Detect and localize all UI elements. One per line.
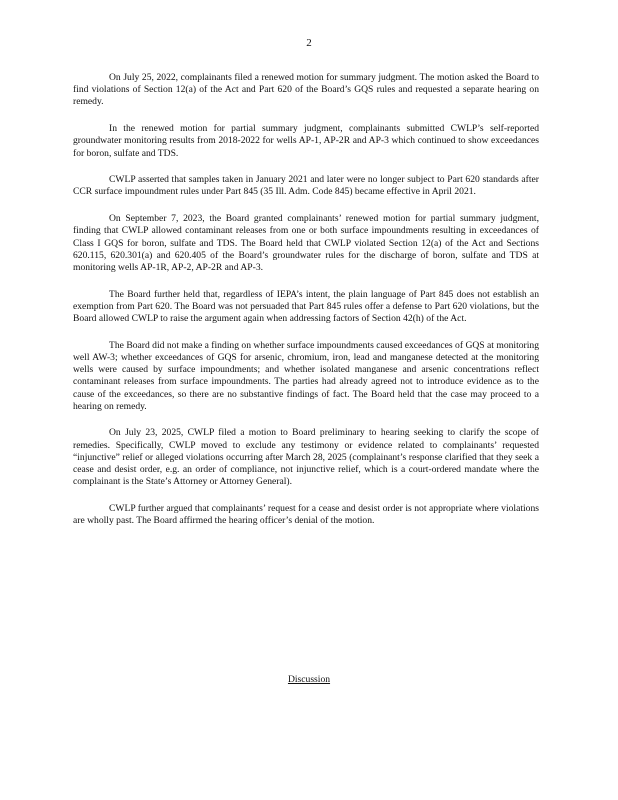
paragraph-cwlp-assertion: CWLP asserted that samples taken in January 2021 and later were no longer subject to Part 620 standards after CCR surface impoundment rules under Part 845 (35 Ill. Adm. Code 845) became effective in April 2021. [73,174,539,198]
paragraph-board-further-held: The Board further held that, regardless of IEPA’s intent, the plain language of Part 845 does not establish an exemption from Part 620. The Board was not persuaded that Part 845 rules offer a defense to Part 620 violations, but the Board allowed CWLP to raise the argument again when addressing factors of Section 42(h) of the Act. [73,288,539,325]
page-number: 2 [306,37,312,49]
section-heading [0,674,618,685]
paragraph-board-ruling: On September 7, 2023, the Board granted complainants’ renewed motion for partial summary judgment, finding that CWLP allowed contaminant releases from one or both surface impoundments resulting in exceedances of Class I GQS for boron, sulfate and TDS. The Board held that CWLP violated Section 12(a) of the Act and Sections 620.115, 620.301(a) and 620.405 of the Board’s groundwater rules for the discharge of boron, sulfate and TDS at monitoring wells AP-1R, AP-2, AP-2R and AP-3. [73,213,539,273]
paragraph-monitoring-results: In the renewed motion for partial summary judgment, complainants submitted CWLP’s self-reported groundwater monitoring results from 2018-2022 for wells AP-1, AP-2R and AP-3 which continued to show exceedances for boron, sulfate and TDS. [73,123,539,159]
document-body [73,72,539,542]
paragraph-no-finding: The Board did not make a finding on whether surface impoundments caused exceedances of GQS at monitoring well AW-3; whether exceedances of GQS for arsenic, chromium, iron, lead and manganese detected at the monitoring wells were caused by surface impoundments; and whether isolated manganese and arsenic concentrations reflect contaminant releases from surface impoundments. The parties had already agreed not to introduce evidence as to the cause of the exceedances, so there are no substantive findings of fact. The Board held that the case may proceed to a hearing on remedy. [73,339,539,412]
section-heading-text: Discussion [287,674,331,685]
paragraph-cwlp-motion: On July 23, 2025, CWLP filed a motion to Board preliminary to hearing seeking to clarify the scope of remedies. Specifically, CWLP moved to exclude any testimony or evidence related to complainants’ requested “injunctive” relief or alleged violations occurring after March 28, 2025 (complainant’s response clarified that they seek a cease and desist order, e.g. an order of compliance, not injunctive relief, which is a court-ordered mandate where the complainant is the State’s Attorney or Attorney General). [73,427,539,488]
paragraph-cwlp-further-argued: CWLP further argued that complainants’ request for a cease and desist order is not appropriate where violations are wholly past. The Board affirmed the hearing officer’s denial of the motion. [73,502,539,527]
paragraph-renewed-motion: On July 25, 2022, complainants filed a renewed motion for summary judgment. The motion asked the Board to find violations of Section 12(a) of the Act and Part 620 of the Board’s GQS rules and requested a separate hearing on remedy. [73,72,539,108]
